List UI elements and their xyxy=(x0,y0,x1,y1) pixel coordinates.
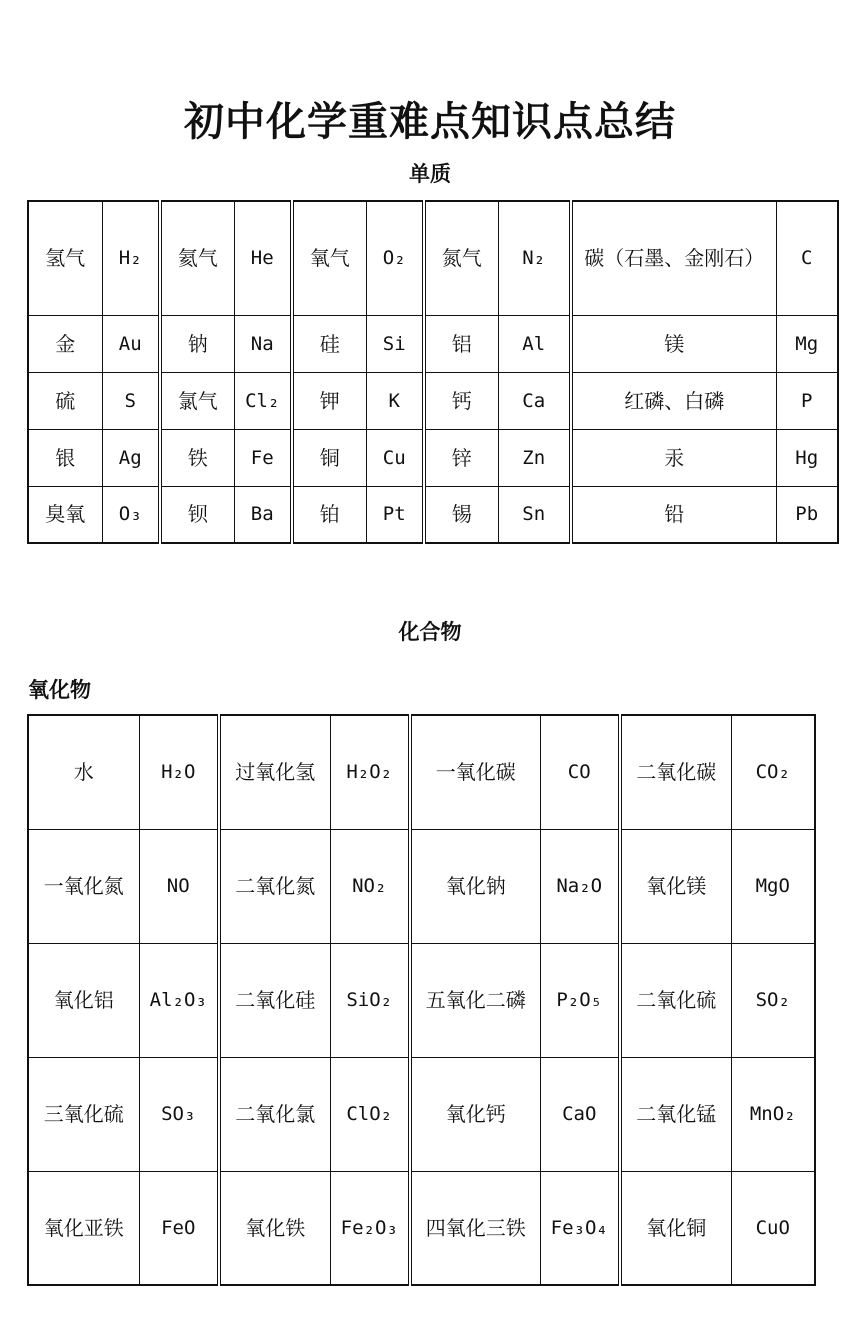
table-row xyxy=(28,943,815,1057)
elements-table xyxy=(27,200,839,544)
element-symbol-cell: Al xyxy=(498,315,571,372)
element-symbol-cell: Au xyxy=(102,315,160,372)
element-name-cell: 铂 xyxy=(292,486,366,543)
table-row xyxy=(28,201,838,315)
table-row xyxy=(28,1057,815,1171)
document-title: 初中化学重难点知识点总结 xyxy=(184,99,676,145)
compound-formula-cell: ClO₂ xyxy=(330,1057,410,1171)
element-symbol-cell: Pb xyxy=(776,486,838,543)
compound-name-cell: 二氧化硅 xyxy=(219,943,330,1057)
element-name-cell: 钾 xyxy=(292,372,366,429)
compound-name-cell: 一氧化碳 xyxy=(410,715,540,829)
element-symbol-cell: Ba xyxy=(234,486,292,543)
compound-formula-cell: CO₂ xyxy=(731,715,815,829)
compound-name-cell: 水 xyxy=(28,715,139,829)
element-symbol-cell: Hg xyxy=(776,429,838,486)
compound-name-cell: 氧化铜 xyxy=(620,1171,731,1285)
compound-name-cell: 氧化亚铁 xyxy=(28,1171,139,1285)
element-name-cell: 铝 xyxy=(424,315,498,372)
element-symbol-cell: O₃ xyxy=(102,486,160,543)
element-symbol-cell: N₂ xyxy=(498,201,571,315)
compound-formula-cell: FeO xyxy=(139,1171,219,1285)
compound-formula-cell: Na₂O xyxy=(540,829,620,943)
compound-formula-cell: NO xyxy=(139,829,219,943)
compound-name-cell: 三氧化硫 xyxy=(28,1057,139,1171)
element-name-cell: 汞 xyxy=(571,429,776,486)
element-name-cell: 镁 xyxy=(571,315,776,372)
element-name-cell: 银 xyxy=(28,429,102,486)
compound-formula-cell: Al₂O₃ xyxy=(139,943,219,1057)
compound-name-cell: 二氧化氮 xyxy=(219,829,330,943)
compound-name-cell: 氧化铝 xyxy=(28,943,139,1057)
compound-formula-cell: SO₂ xyxy=(731,943,815,1057)
element-name-cell: 锡 xyxy=(424,486,498,543)
compound-name-cell: 过氧化氢 xyxy=(219,715,330,829)
oxides-table xyxy=(27,714,816,1286)
element-name-cell: 臭氧 xyxy=(28,486,102,543)
compound-name-cell: 二氧化碳 xyxy=(620,715,731,829)
element-name-cell: 硅 xyxy=(292,315,366,372)
element-symbol-cell: H₂ xyxy=(102,201,160,315)
compound-formula-cell: CaO xyxy=(540,1057,620,1171)
compound-formula-cell: SO₃ xyxy=(139,1057,219,1171)
compound-formula-cell: Fe₃O₄ xyxy=(540,1171,620,1285)
section-title-elements: 单质 xyxy=(409,162,451,186)
element-symbol-cell: Pt xyxy=(366,486,424,543)
element-symbol-cell: Sn xyxy=(498,486,571,543)
compound-formula-cell: H₂O xyxy=(139,715,219,829)
compound-name-cell: 氧化铁 xyxy=(219,1171,330,1285)
table-row xyxy=(28,829,815,943)
element-name-cell: 氮气 xyxy=(424,201,498,315)
compound-formula-cell: P₂O₅ xyxy=(540,943,620,1057)
compound-formula-cell: SiO₂ xyxy=(330,943,410,1057)
compound-name-cell: 二氧化硫 xyxy=(620,943,731,1057)
element-name-cell: 铁 xyxy=(160,429,234,486)
element-name-cell: 氢气 xyxy=(28,201,102,315)
element-name-cell: 钠 xyxy=(160,315,234,372)
element-name-cell: 铜 xyxy=(292,429,366,486)
element-name-cell: 钙 xyxy=(424,372,498,429)
element-name-cell: 铅 xyxy=(571,486,776,543)
compound-formula-cell: CuO xyxy=(731,1171,815,1285)
compound-name-cell: 二氧化锰 xyxy=(620,1057,731,1171)
element-symbol-cell: Fe xyxy=(234,429,292,486)
subsection-title-oxides: 氧化物 xyxy=(28,678,91,702)
element-symbol-cell: Cl₂ xyxy=(234,372,292,429)
element-name-cell: 锌 xyxy=(424,429,498,486)
element-symbol-cell: He xyxy=(234,201,292,315)
element-symbol-cell: Cu xyxy=(366,429,424,486)
table-row xyxy=(28,486,838,543)
compound-name-cell: 氧化钠 xyxy=(410,829,540,943)
element-symbol-cell: Zn xyxy=(498,429,571,486)
table-row xyxy=(28,715,815,829)
compound-formula-cell: MnO₂ xyxy=(731,1057,815,1171)
element-name-cell: 氧气 xyxy=(292,201,366,315)
element-symbol-cell: Si xyxy=(366,315,424,372)
element-symbol-cell: Na xyxy=(234,315,292,372)
element-name-cell: 红磷、白磷 xyxy=(571,372,776,429)
compound-formula-cell: H₂O₂ xyxy=(330,715,410,829)
element-symbol-cell: O₂ xyxy=(366,201,424,315)
element-symbol-cell: K xyxy=(366,372,424,429)
element-symbol-cell: Mg xyxy=(776,315,838,372)
compound-formula-cell: NO₂ xyxy=(330,829,410,943)
compound-formula-cell: MgO xyxy=(731,829,815,943)
element-name-cell: 金 xyxy=(28,315,102,372)
element-symbol-cell: P xyxy=(776,372,838,429)
element-name-cell: 氦气 xyxy=(160,201,234,315)
table-row xyxy=(28,315,838,372)
table-row xyxy=(28,1171,815,1285)
compound-name-cell: 二氧化氯 xyxy=(219,1057,330,1171)
compound-name-cell: 一氧化氮 xyxy=(28,829,139,943)
element-name-cell: 氯气 xyxy=(160,372,234,429)
element-symbol-cell: C xyxy=(776,201,838,315)
element-symbol-cell: Ag xyxy=(102,429,160,486)
compound-name-cell: 氧化镁 xyxy=(620,829,731,943)
compound-formula-cell: Fe₂O₃ xyxy=(330,1171,410,1285)
compound-formula-cell: CO xyxy=(540,715,620,829)
table-row xyxy=(28,372,838,429)
element-symbol-cell: S xyxy=(102,372,160,429)
element-symbol-cell: Ca xyxy=(498,372,571,429)
element-name-cell: 碳（石墨、金刚石） xyxy=(571,201,776,315)
element-name-cell: 钡 xyxy=(160,486,234,543)
element-name-cell: 硫 xyxy=(28,372,102,429)
compound-name-cell: 五氧化二磷 xyxy=(410,943,540,1057)
section-title-compounds: 化合物 xyxy=(398,620,462,644)
compound-name-cell: 四氧化三铁 xyxy=(410,1171,540,1285)
compound-name-cell: 氧化钙 xyxy=(410,1057,540,1171)
table-row xyxy=(28,429,838,486)
